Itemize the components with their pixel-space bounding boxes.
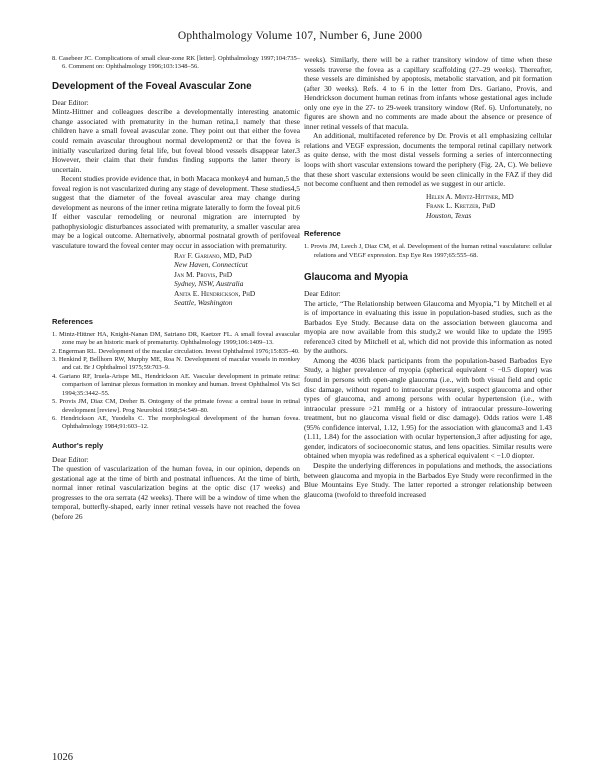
section-title: Glaucoma and Myopia: [304, 272, 408, 284]
paragraph: The question of vascularization of the human fovea, in our opinion, depends on gestational age at the time of birth and postnatal influences. At the time of birth, normal inner retinal vascularization begins at the optic disc (17 weeks) and progresses to the ora serrata (42 weeks). There will be a window of time when the temporal, butterfly-shaped, early inner retinal vessels have not reached the fovea (before 26: [52, 464, 300, 521]
signature-name: Helen A. Mintz-Hittner, MD: [426, 191, 514, 201]
paragraph: Recent studies provide evidence that, in both Macaca monkey4 and human,5 the foveal region is not vascularized during any stage of development. These studies4,5 suggest that the diameter of the foveal avascular area may change during development as neurons of the inner retina migrate laterally to form the foveal pit.6 If either vascular remodeling or neuronal migration are interrupted by pathophysiologic disturbances associated with prematurity, a smaller vascular area may be a logical outcome. Alternatively, abnormal postnatal growth of perifoveal vasculature toward the foveal center may occur in association with prematurity.: [52, 174, 300, 251]
paragraph: Among the 4036 black participants from the population-based Barbados Eye Study, a higher prevalence of myopia (spherical equivalent < −0.5 diopter) was found in persons with open-angle glaucoma (i.e., with both visual field and optic disc damage, without regard to intraocular pressure), suspect glaucoma and other types of glaucoma, and among persons with ocular hypertension (i.e., with intraocular pressure >21 mmHg or a history of intraocular pressure–lowering treatment, but no glaucoma visual field or disc damage). Odds ratios were 1.48 (95% confidence interval, 1.12, 1.95) for the association with glaucoma3 and 1.43 (1.11, 1.84) for the association with ocular hypertension,3 after adjusting for age, gender, indicators of socioeconomic status, and lens opacities. Similar results were obtained when myopia was redefined as a spherical equivalent < −1.0 diopter.: [304, 355, 552, 461]
signature-block: [304, 192, 552, 221]
reference-item: 4. Gariano RF, Iruela-Arispe ML, Hendrickson AE. Vascular development in primate retina: comparison of laminar plexus formation in monkey and human. Invest Ophthalmol Vis Sci 1994;35:3442–55.: [52, 372, 300, 397]
salutation: Dear Editor:: [304, 289, 341, 299]
reference-item: 6. Hendrickson AE, Yuodelis C. The morphological development of the human fovea. Ophthalmology 1984;91:603–12.: [52, 414, 300, 431]
reference-item: 2. Engerman RL. Development of the macular circulation. Invest Ophthalmol 1976;15:835–40.: [52, 347, 300, 355]
signature-place: New Haven, Connecticut: [174, 260, 248, 270]
running-header: Ophthalmology Volume 107, Number 6, June 2000: [177, 30, 423, 42]
reference-item: 1. Mintz-Hittner HA, Knight-Nanan DM, Satriano DR, Kaetzer FL. A small foveal avascular zone may be an historic mark of prematurity. Ophthalmology 1999;106:1409–13.: [52, 330, 300, 347]
signature-place: Houston, Texas: [426, 210, 472, 220]
reference-item: 8. Casebeer JC. Complications of small clear-zone RK [letter]. Ophthalmology 1997;104:735–6. Comment on: Ophthalmology 1996;103:1348–56.: [52, 55, 300, 71]
signature-name: Jan M. Provis, PhD: [174, 269, 233, 279]
references-heading: Reference: [304, 229, 341, 239]
reference-item: 1. Provis JM, Leech J, Diaz CM, et al. Development of the human retinal vasculature: cellular relations and VEGF expression. Exp Eye Res 1997;65:555–68.: [304, 243, 552, 259]
paragraph: The article, “The Relationship between Glaucoma and Myopia,”1 by Mitchell et al is of importance in evaluating this issue in population-based studies, such as the Barbados Eye Study. Because data on the association between glaucoma and myopia are now available from this study,2 we would like to update the 1995 reference3 cited by Mitchell et al, which did not provide this information as noted by the authors.: [304, 298, 552, 356]
references-heading: References: [52, 316, 93, 326]
section-title: Development of the Foveal Avascular Zone: [52, 80, 252, 92]
left-column: [52, 55, 300, 522]
salutation: Dear Editor:: [52, 97, 89, 107]
reference-item: 5. Provis JM, Diaz CM, Dreher B. Ontogeny of the primate fovea: a central issue in retinal development [review]. Prog Neurobiol 1998;54:549–80.: [52, 398, 300, 414]
reply-heading: Author's reply: [52, 440, 104, 450]
paragraph: Despite the underlying differences in populations and methods, the associations between glaucoma and myopia in the Barbados Eye Study were reconfirmed in the Blue Mountains Eye Study. The latter reported a stronger relationship between glaucoma (twofold to threefold increased: [304, 460, 552, 499]
signature-place: Seattle, Washington: [174, 298, 233, 308]
page-number: 1026: [52, 752, 73, 763]
paragraph: An additional, multifaceted reference by Dr. Provis et al1 emphasizing cellular relations and VEGF expression, documents the temporal retinal capillary network as quite dense, with the most distal vessels forming a series of interconnecting loops with short vascular extensions toward the periphery (Fig. 2A, C). We believe that these short vascular extensions would be seen clinically in the FAZ if they did not become confluent and then remodel as we suggest in our article.: [304, 131, 552, 189]
signature-name: Frank L. Kretzer, PhD: [426, 201, 496, 211]
right-column: [304, 55, 552, 499]
signature-name: Anita E. Hendrickson, PhD: [174, 288, 256, 298]
signature-block: [52, 251, 300, 308]
reference-item: 3. Henkind P, Bellhorn RW, Murphy ME, Roa N. Development of macular vessels in monkey and cat. Br J Ophthalmol 1975;59:703–9.: [52, 356, 300, 372]
signature-name: Ray F. Gariano, MD, PhD: [174, 250, 252, 260]
salutation: Dear Editor:: [52, 454, 89, 464]
paragraph: Mintz-Hittner and colleagues describe a developmentally interesting anatomic change associated with prematurity in the human retina,1 namely that these children have a small foveal avascular zone. They point out that either the fovea could remain avascular throughout normal development2 or that the fovea is initially vascularized during fetal life, but foveal blood vessels disappear later.3 However, their claim that their fundus finding supports the latter theory is uncertain.: [52, 107, 300, 174]
paragraph: weeks). Similarly, there will be a rather transitory window of time when these vessels traverse the fovea as a capillary scaffolding (27–29 weeks). Thereafter, these vessels are diminished by apoptosis, metabolic starvation, and pit formation (after 30 weeks). Refs. 4 to 6 in the letter from Drs. Gariano, Provis, and Hendrickson document human retinas from infants whose gestational ages include only one eye in the 27- to 29-week transitory window (Ref. 6). Unfortunately, no figures are shown and no comments are made about the absence or presence of inner retinal vessels of that macula.: [304, 55, 552, 131]
signature-place: Sydney, NSW, Australia: [174, 279, 244, 289]
